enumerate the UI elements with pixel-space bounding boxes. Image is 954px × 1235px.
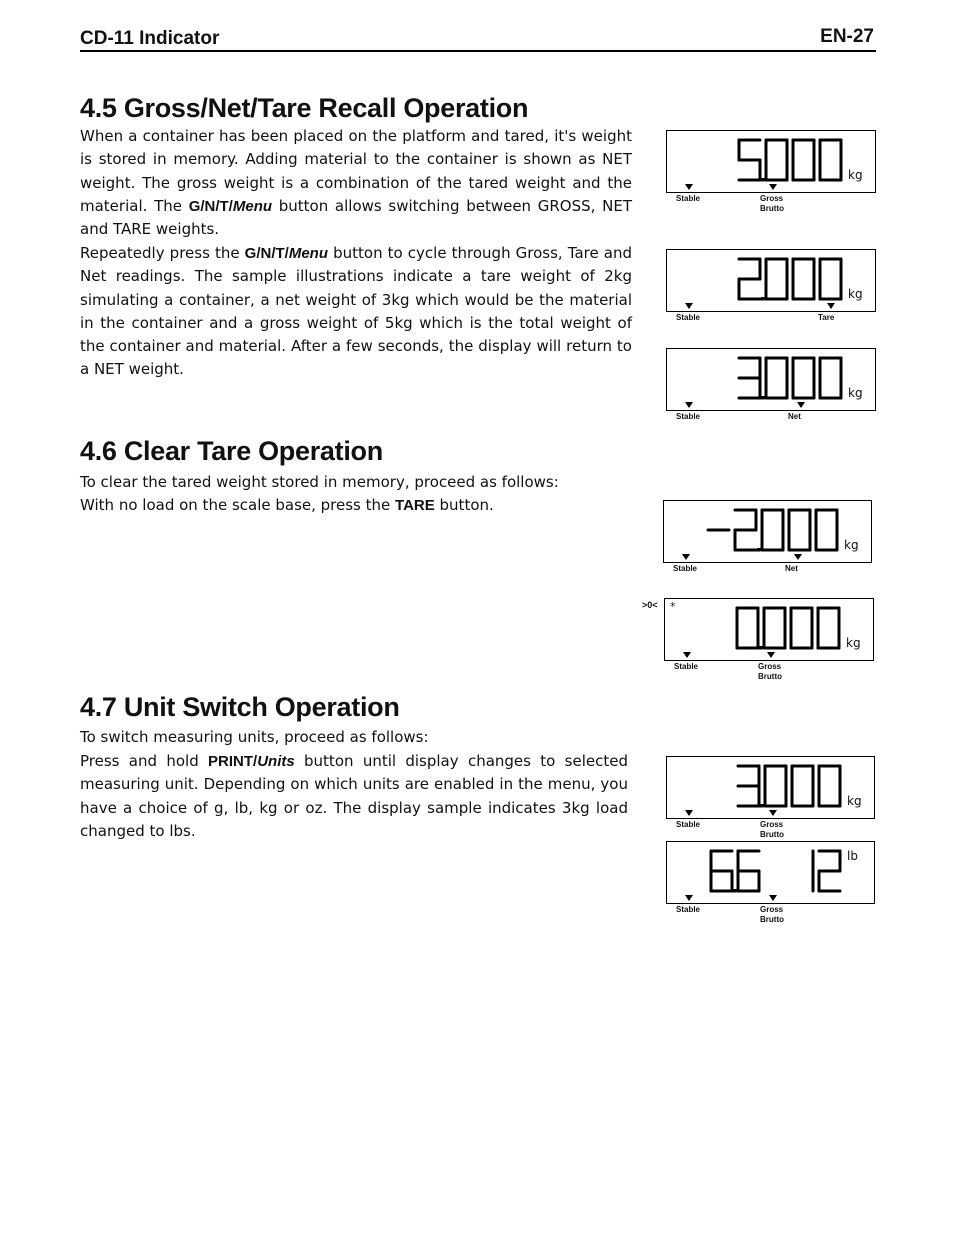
lcd-digit [820,358,841,398]
mode-label: Gross Brutto [758,662,782,681]
stable-label: Stable [676,820,701,829]
indicator-arrow [769,895,777,901]
indicator-arrow [769,810,777,816]
indicator-arrow [769,184,777,190]
decimal-point [761,396,765,400]
lcd-digits [664,501,873,564]
decimal-point [761,297,765,301]
lcd-display [666,130,876,193]
indicator-arrow [685,895,693,901]
lcd-digits [667,757,876,820]
unit-label: kg [848,386,863,400]
lcd-digit [766,140,787,180]
lcd-digit [789,510,810,550]
mode-label: Gross Brutto [760,194,784,213]
decimal-point [733,889,737,893]
stable-label: Stable [676,412,701,421]
key-name: G/N/T/ [244,245,289,262]
unit-label: kg [846,636,861,650]
lcd-digits [667,842,876,905]
paragraph-clear-tare-step [80,494,632,517]
paragraph-unit-switch-intro [80,726,628,749]
indicator-arrow [797,402,805,408]
indicator-arrow [683,652,691,658]
text-run: button until display changes to selected measuring unit. Depending on which units are enabled in the menu, you have a choice of g, lb, kg or oz. The display sample indicates 3kg load changed to lbs. [80,752,628,840]
unit-label: kg [848,168,863,182]
lcd-digit [793,140,814,180]
key-function: Menu [232,197,273,215]
key-label [189,198,272,215]
stable-label: Stable [676,905,701,914]
mode-label: Net [788,412,801,421]
mode-label: Gross Brutto [760,905,784,924]
lcd-digit [792,766,813,806]
paragraph-gnt-intro [80,125,632,241]
decimal-point [760,804,764,808]
stable-label: Stable [673,564,698,573]
lcd-display [666,348,876,411]
unit-label: kg [844,538,859,552]
indicator-arrow [767,652,775,658]
unit-label: kg [847,794,862,808]
key-name: G/N/T/ [188,197,233,215]
lcd-digit [793,358,814,398]
stable-label: Stable [676,194,701,203]
text-run: button. [434,496,494,514]
section-heading-clear-tare: 4.6 Clear Tare Operation [80,436,383,466]
text-run: To clear the tared weight stored in memory, proceed as follows: [80,473,559,491]
key-name: PRINT/ [208,753,258,770]
lcd-display [666,249,876,312]
text-run: Press and hold [80,752,209,770]
paragraph-unit-switch-step [80,750,628,843]
lcd-digit [793,259,814,299]
text-run: button allows switching between GROSS, NET and TARE weights. [80,196,632,239]
lcd-digit [738,851,759,891]
lcd-digit [820,140,841,180]
lcd-digit [818,608,839,648]
lcd-digit [762,510,783,550]
lcd-digit [735,510,761,552]
indicator-arrow [685,184,693,190]
indicator-arrow [827,303,835,309]
indicator-arrow [685,303,693,309]
decimal-point [761,178,765,182]
lcd-digits [667,131,877,194]
section-heading-gross-net-tare: 4.5 Gross/Net/Tare Recall Operation [80,93,529,123]
indicator-arrow [682,554,690,560]
stable-label: Stable [676,313,701,322]
text-run: With no load on the scale base, press the [80,496,396,514]
section-heading-unit-switch: 4.7 Unit Switch Operation [80,692,400,722]
lcd-digit [819,851,840,891]
mode-label: Gross Brutto [760,820,784,839]
decimal-point [757,548,761,552]
header-rule [80,50,876,52]
lcd-digit [819,766,840,806]
lcd-digit [739,358,765,400]
indicator-arrow [685,402,693,408]
page-header-title: CD-11 Indicator [80,28,220,49]
center-of-zero-mark: * [670,600,676,613]
lcd-digit [764,608,785,648]
lcd-display [663,500,872,563]
unit-label: lb [847,849,858,863]
lcd-display [664,598,874,661]
lcd-digit [791,608,812,648]
key-function: Units [257,753,295,770]
lcd-display [666,841,875,904]
lcd-display [666,756,875,819]
lcd-digit [820,259,841,299]
lcd-digit [739,140,765,182]
key-label [245,245,328,262]
decimal-point [759,646,763,650]
mode-label: Net [785,564,798,573]
indicator-arrow [794,554,802,560]
key-label: TARE [395,497,435,514]
key-label [208,753,295,770]
mode-label: Tare [818,313,835,322]
text-run: To switch measuring units, proceed as follows: [80,728,429,746]
lcd-digits [667,349,877,412]
lcd-digit [737,608,763,650]
stable-label: Stable [674,662,699,671]
lcd-digits [667,250,877,313]
lcd-digit [739,259,765,301]
lcd-digit [766,259,787,299]
lcd-digit [816,510,837,550]
lcd-digit [766,358,787,398]
paragraph-clear-tare-intro [80,471,632,494]
lcd-digit [765,766,786,806]
page-number: EN-27 [820,26,874,47]
lcd-digit [711,851,737,893]
zero-indicator: >0< [642,600,658,610]
lcd-digit [738,766,764,808]
text-run: When a container has been placed on the platform and tared, it's weight is stored in memory. Adding material to the container is shown as NET weight. The gross weight is a combination of the tared weight and the material. The [80,127,632,215]
key-function: Menu [288,245,329,262]
text-run: Repeatedly press the [80,244,245,262]
text-run: button to cycle through Gross, Tare and Net readings. The sample illustrations indicate a tare weight of 2kg simulating a container, a net weight of 3kg which would be the material in the container and a gross weight of 5kg which is the total weight of the container and material. After a few seconds, the display will return to a NET weight. [80,244,633,379]
unit-label: kg [848,287,863,301]
indicator-arrow [685,810,693,816]
lcd-digits [665,599,875,662]
paragraph-gnt-cycle [80,242,632,382]
